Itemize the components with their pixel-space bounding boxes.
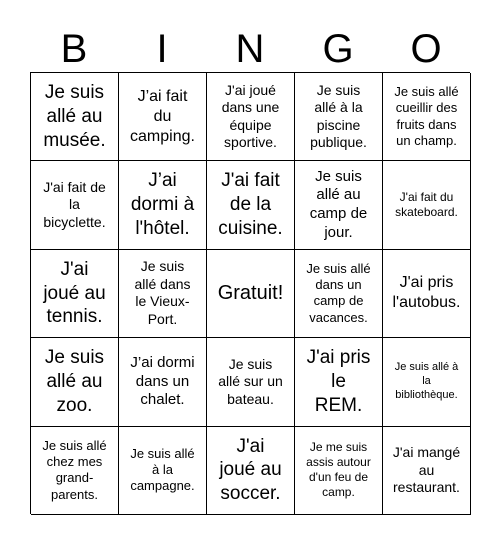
bingo-cell-text: J’ai dormi à l'hôtel. — [130, 170, 195, 239]
header-letter-b: B — [60, 27, 88, 71]
bingo-card-grid — [30, 72, 470, 514]
bingo-cell-text: Je suis allé au zoo. — [44, 347, 105, 416]
bingo-cell-text: J'ai fait de la bicyclette. — [43, 178, 106, 230]
bingo-cell-r4-c1[interactable] — [31, 338, 119, 426]
bingo-cell-r5-c2[interactable] — [119, 427, 207, 515]
header-letter-i: I — [156, 27, 168, 71]
bingo-cell-r3-c2[interactable] — [119, 250, 207, 338]
bingo-cell-text: J'ai pris le REM. — [306, 347, 371, 416]
bingo-cell-r2-c2[interactable] — [119, 161, 207, 249]
bingo-cell-text: J'ai joué au soccer. — [219, 435, 282, 505]
bingo-cell-text: Je suis allé sur un bateau. — [218, 355, 283, 407]
bingo-cell-r5-c4[interactable] — [295, 427, 383, 515]
bingo-cell-text: Je suis allé à la bibliothèque. — [394, 361, 459, 401]
bingo-cell-text: Je suis allé dans un camp de vacances. — [306, 260, 371, 325]
bingo-cell-r5-c1[interactable] — [31, 427, 119, 515]
bingo-header — [30, 26, 470, 72]
bingo-cell-r2-c3[interactable] — [207, 161, 295, 249]
bingo-cell-r5-c5[interactable] — [383, 427, 471, 515]
bingo-cell-r4-c4[interactable] — [295, 338, 383, 426]
bingo-cell-r3-c1[interactable] — [31, 250, 119, 338]
bingo-cell-r3-c4[interactable] — [295, 250, 383, 338]
bingo-cell-r5-c3[interactable] — [207, 427, 295, 515]
header-letter-n: N — [235, 27, 265, 71]
bingo-cell-text: J'ai mangé au restaurant. — [392, 444, 461, 496]
header-letter-g: G — [322, 27, 354, 71]
bingo-cell-r3-c5[interactable] — [383, 250, 471, 338]
bingo-cell-text: Je suis allé au camp de jour. — [309, 167, 368, 241]
bingo-cell-r2-c5[interactable] — [383, 161, 471, 249]
bingo-cell-text: Je suis allé cueillir des fruits dans un champ. — [394, 84, 459, 148]
bingo-cell-r2-c4[interactable] — [295, 161, 383, 249]
bingo-cell-r1-c1[interactable] — [31, 73, 119, 161]
bingo-cell-r4-c2[interactable] — [119, 338, 207, 426]
bingo-cell-r3-c3[interactable] — [207, 250, 295, 338]
bingo-cell-r1-c5[interactable] — [383, 73, 471, 161]
bingo-cell-text: Je me suis assis autour d'un feu de camp. — [306, 440, 371, 500]
bingo-cell-text: J'ai fait du skateboard. — [395, 190, 458, 220]
bingo-cell-r1-c3[interactable] — [207, 73, 295, 161]
bingo-cell-r2-c1[interactable] — [31, 161, 119, 249]
bingo-cell-text: Je suis allé à la piscine publique. — [310, 81, 367, 151]
bingo-cell-text: J'ai pris l'autobus. — [392, 274, 461, 312]
bingo-cell-r4-c5[interactable] — [383, 338, 471, 426]
bingo-cell-text: Je suis allé au musée. — [43, 82, 106, 151]
bingo-cell-text: Je suis allé dans le Vieux- Port. — [134, 258, 191, 327]
bingo-cell-text: J’ai fait du camping. — [130, 87, 195, 145]
bingo-cell-text: J’ai dormi dans un chalet. — [130, 353, 195, 409]
bingo-cell-text: Gratuit! — [217, 281, 284, 304]
header-letter-o: O — [410, 27, 442, 71]
bingo-cell-r1-c2[interactable] — [119, 73, 207, 161]
bingo-cell-text: J'ai joué dans une équipe sportive. — [221, 81, 280, 151]
bingo-cell-r1-c4[interactable] — [295, 73, 383, 161]
bingo-cell-text: J'ai joué au tennis. — [43, 258, 106, 328]
bingo-cell-text: Je suis allé chez mes grand- parents. — [42, 437, 107, 502]
bingo-cell-text: Je suis allé à la campagne. — [130, 445, 195, 494]
bingo-cell-text: J'ai fait de la cuisine. — [218, 170, 283, 239]
bingo-cell-r4-c3[interactable] — [207, 338, 295, 426]
